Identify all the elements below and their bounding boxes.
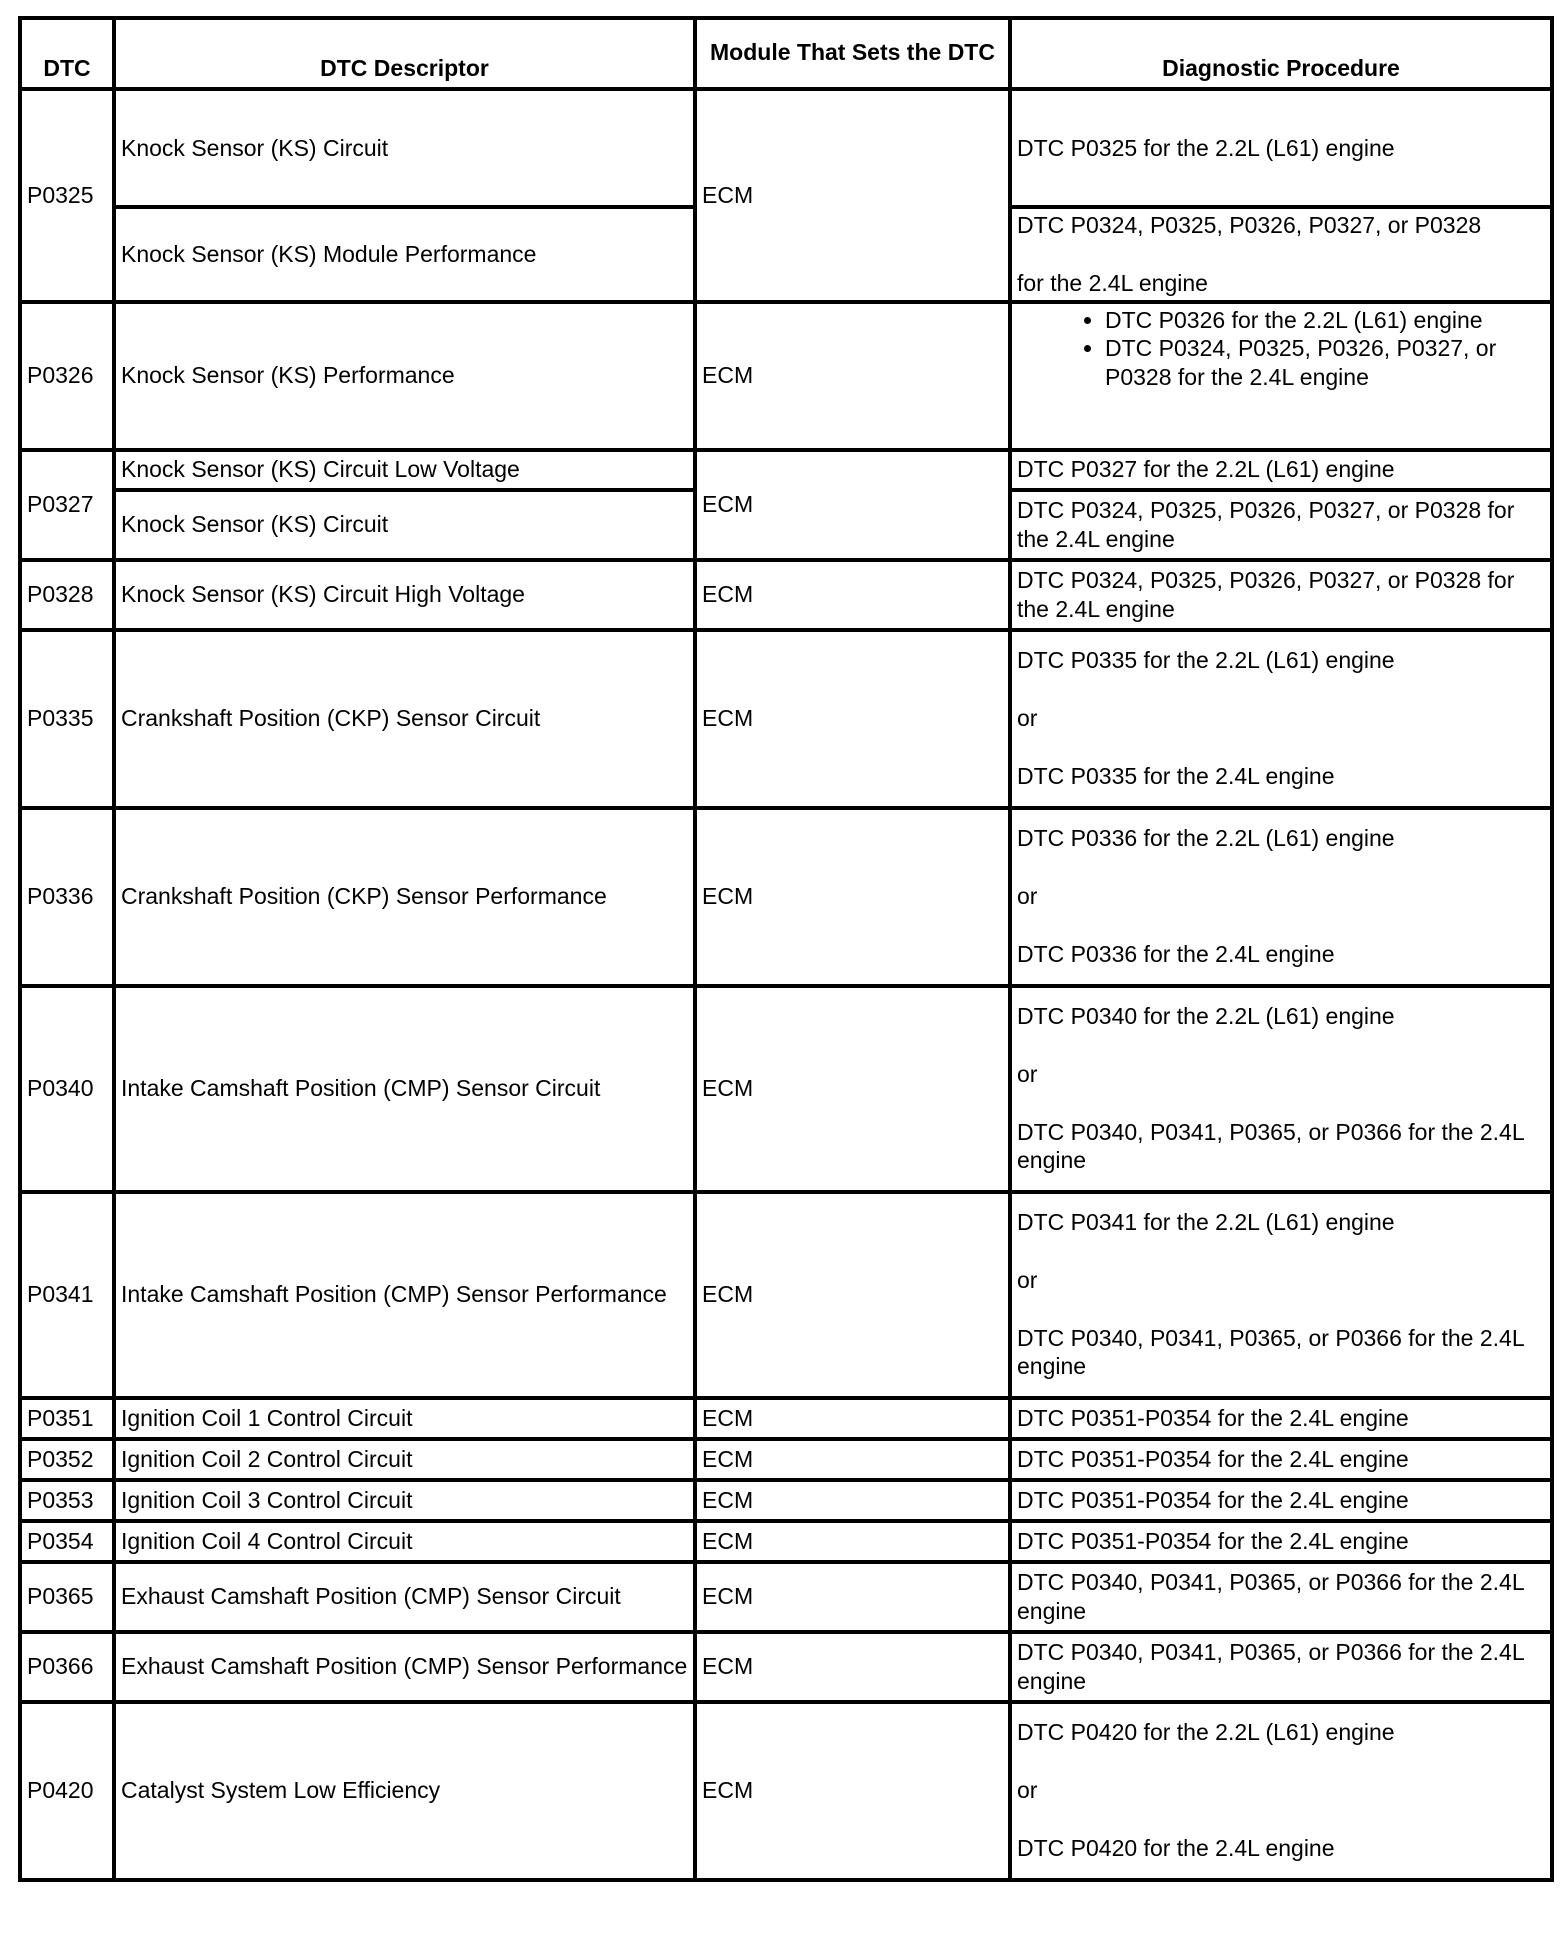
- procedure-line: DTC P0340, P0341, P0365, or P0366 for the 2.4L engine: [1017, 1324, 1524, 1380]
- diagnostic-procedure: [1010, 1192, 1552, 1398]
- procedure-line: DTC P0340, P0341, P0365, or P0366 for the 2.4L engine: [1017, 1118, 1524, 1174]
- dtc-code: P0326: [20, 302, 114, 450]
- diagnostic-procedure: DTC P0324, P0325, P0326, P0327, or P0328 for the 2.4L engine: [1010, 560, 1552, 630]
- procedure-bullet: • DTC P0324, P0325, P0326, P0327, or P0328 for the 2.4L engine: [1105, 334, 1545, 392]
- dtc-code: P0354: [20, 1521, 114, 1562]
- diagnostic-procedure: DTC P0351-P0354 for the 2.4L engine: [1010, 1398, 1552, 1439]
- table-row: [20, 89, 1552, 207]
- dtc-descriptor: Intake Camshaft Position (CMP) Sensor Performance: [114, 1192, 695, 1398]
- procedure-or: or: [1017, 705, 1038, 732]
- module-cell: ECM: [695, 1398, 1010, 1439]
- module-cell: ECM: [695, 450, 1010, 560]
- dtc-descriptor: Knock Sensor (KS) Module Performance: [114, 207, 695, 302]
- procedure-line: DTC P0324, P0325, P0326, P0327, or P0328: [1017, 212, 1482, 238]
- module-cell: ECM: [695, 986, 1010, 1192]
- module-cell: ECM: [695, 1192, 1010, 1398]
- table-row: [20, 630, 1552, 808]
- header-dtc: DTC: [20, 18, 114, 89]
- dtc-descriptor: Catalyst System Low Efficiency: [114, 1702, 695, 1880]
- dtc-descriptor: Crankshaft Position (CKP) Sensor Circuit: [114, 630, 695, 808]
- dtc-code: P0340: [20, 986, 114, 1192]
- table-row: [20, 560, 1552, 630]
- table-row: [20, 302, 1552, 450]
- dtc-descriptor: Knock Sensor (KS) Circuit: [114, 490, 695, 560]
- procedure-line: DTC P0335 for the 2.4L engine: [1017, 762, 1335, 789]
- procedure-line: DTC P0336 for the 2.2L (L61) engine: [1017, 825, 1395, 852]
- dtc-descriptor: Knock Sensor (KS) Circuit Low Voltage: [114, 450, 695, 490]
- table-row: [20, 1192, 1552, 1398]
- dtc-descriptor: Knock Sensor (KS) Performance: [114, 302, 695, 450]
- table-row: [20, 1398, 1552, 1439]
- diagnostic-procedure: DTC P0324, P0325, P0326, P0327, or P0328 for the 2.4L engine: [1010, 490, 1552, 560]
- procedure-line: for the 2.4L engine: [1017, 269, 1208, 296]
- module-cell: ECM: [695, 302, 1010, 450]
- dtc-descriptor: Intake Camshaft Position (CMP) Sensor Circuit: [114, 986, 695, 1192]
- dtc-code: P0328: [20, 560, 114, 630]
- module-cell: ECM: [695, 630, 1010, 808]
- diagnostic-procedure: [1010, 986, 1552, 1192]
- module-cell: ECM: [695, 1562, 1010, 1632]
- diagnostic-procedure: [1010, 1702, 1552, 1880]
- header-procedure: Diagnostic Procedure: [1010, 18, 1552, 89]
- dtc-descriptor: Ignition Coil 4 Control Circuit: [114, 1521, 695, 1562]
- module-cell: ECM: [695, 1480, 1010, 1521]
- module-cell: ECM: [695, 1702, 1010, 1880]
- dtc-descriptor: Ignition Coil 1 Control Circuit: [114, 1398, 695, 1439]
- module-cell: ECM: [695, 560, 1010, 630]
- module-cell: ECM: [695, 89, 1010, 302]
- diagnostic-procedure: [1010, 207, 1552, 302]
- module-cell: ECM: [695, 808, 1010, 986]
- table-row: [20, 1521, 1552, 1562]
- dtc-table: [18, 16, 1554, 1882]
- dtc-code: P0365: [20, 1562, 114, 1632]
- dtc-code: P0327: [20, 450, 114, 560]
- procedure-or: or: [1017, 883, 1038, 910]
- procedure-line: DTC P0420 for the 2.4L engine: [1017, 1834, 1335, 1861]
- header-row: [20, 18, 1552, 89]
- header-descriptor: DTC Descriptor: [114, 18, 695, 89]
- dtc-code: P0353: [20, 1480, 114, 1521]
- table-row: [20, 1632, 1552, 1702]
- dtc-code: P0366: [20, 1632, 114, 1702]
- procedure-line: DTC P0335 for the 2.2L (L61) engine: [1017, 647, 1395, 674]
- dtc-code: P0341: [20, 1192, 114, 1398]
- procedure-line: DTC P0340 for the 2.2L (L61) engine: [1017, 1003, 1395, 1029]
- dtc-code: P0325: [20, 89, 114, 302]
- diagnostic-procedure: [1010, 808, 1552, 986]
- dtc-descriptor: Knock Sensor (KS) Circuit: [114, 89, 695, 207]
- table-row: [20, 1562, 1552, 1632]
- procedure-line: DTC P0420 for the 2.2L (L61) engine: [1017, 1719, 1395, 1746]
- diagnostic-procedure: [1010, 302, 1552, 450]
- table-row: [20, 1702, 1552, 1880]
- table-row: [20, 986, 1552, 1192]
- dtc-descriptor: Ignition Coil 3 Control Circuit: [114, 1480, 695, 1521]
- diagnostic-procedure: DTC P0340, P0341, P0365, or P0366 for the 2.4L engine: [1010, 1562, 1552, 1632]
- header-module: Module That Sets the DTC: [695, 18, 1010, 89]
- diagnostic-procedure: DTC P0325 for the 2.2L (L61) engine: [1010, 89, 1552, 207]
- procedure-bullet: • DTC P0326 for the 2.2L (L61) engine: [1105, 306, 1545, 335]
- procedure-or: or: [1017, 1060, 1038, 1087]
- procedure-or: or: [1017, 1777, 1038, 1804]
- diagnostic-procedure: [1010, 630, 1552, 808]
- module-cell: ECM: [695, 1521, 1010, 1562]
- dtc-code: P0351: [20, 1398, 114, 1439]
- dtc-code: P0352: [20, 1439, 114, 1480]
- table-row: [20, 450, 1552, 490]
- diagnostic-procedure: DTC P0351-P0354 for the 2.4L engine: [1010, 1439, 1552, 1480]
- dtc-descriptor: Exhaust Camshaft Position (CMP) Sensor Circuit: [114, 1562, 695, 1632]
- table-row: [20, 808, 1552, 986]
- dtc-code: P0335: [20, 630, 114, 808]
- procedure-line: DTC P0336 for the 2.4L engine: [1017, 940, 1335, 967]
- diagnostic-procedure: DTC P0351-P0354 for the 2.4L engine: [1010, 1480, 1552, 1521]
- module-cell: ECM: [695, 1632, 1010, 1702]
- table-row: [20, 1480, 1552, 1521]
- table-row: [20, 1439, 1552, 1480]
- procedure-bullet-list: [1017, 306, 1545, 392]
- diagnostic-procedure: DTC P0351-P0354 for the 2.4L engine: [1010, 1521, 1552, 1562]
- dtc-descriptor: Knock Sensor (KS) Circuit High Voltage: [114, 560, 695, 630]
- procedure-or: or: [1017, 1266, 1038, 1293]
- module-cell: ECM: [695, 1439, 1010, 1480]
- dtc-descriptor: Ignition Coil 2 Control Circuit: [114, 1439, 695, 1480]
- procedure-line: DTC P0341 for the 2.2L (L61) engine: [1017, 1209, 1395, 1235]
- diagnostic-procedure: DTC P0340, P0341, P0365, or P0366 for the 2.4L engine: [1010, 1632, 1552, 1702]
- dtc-descriptor: Exhaust Camshaft Position (CMP) Sensor Performance: [114, 1632, 695, 1702]
- diagnostic-procedure: DTC P0327 for the 2.2L (L61) engine: [1010, 450, 1552, 490]
- dtc-code: P0420: [20, 1702, 114, 1880]
- dtc-code: P0336: [20, 808, 114, 986]
- dtc-descriptor: Crankshaft Position (CKP) Sensor Performance: [114, 808, 695, 986]
